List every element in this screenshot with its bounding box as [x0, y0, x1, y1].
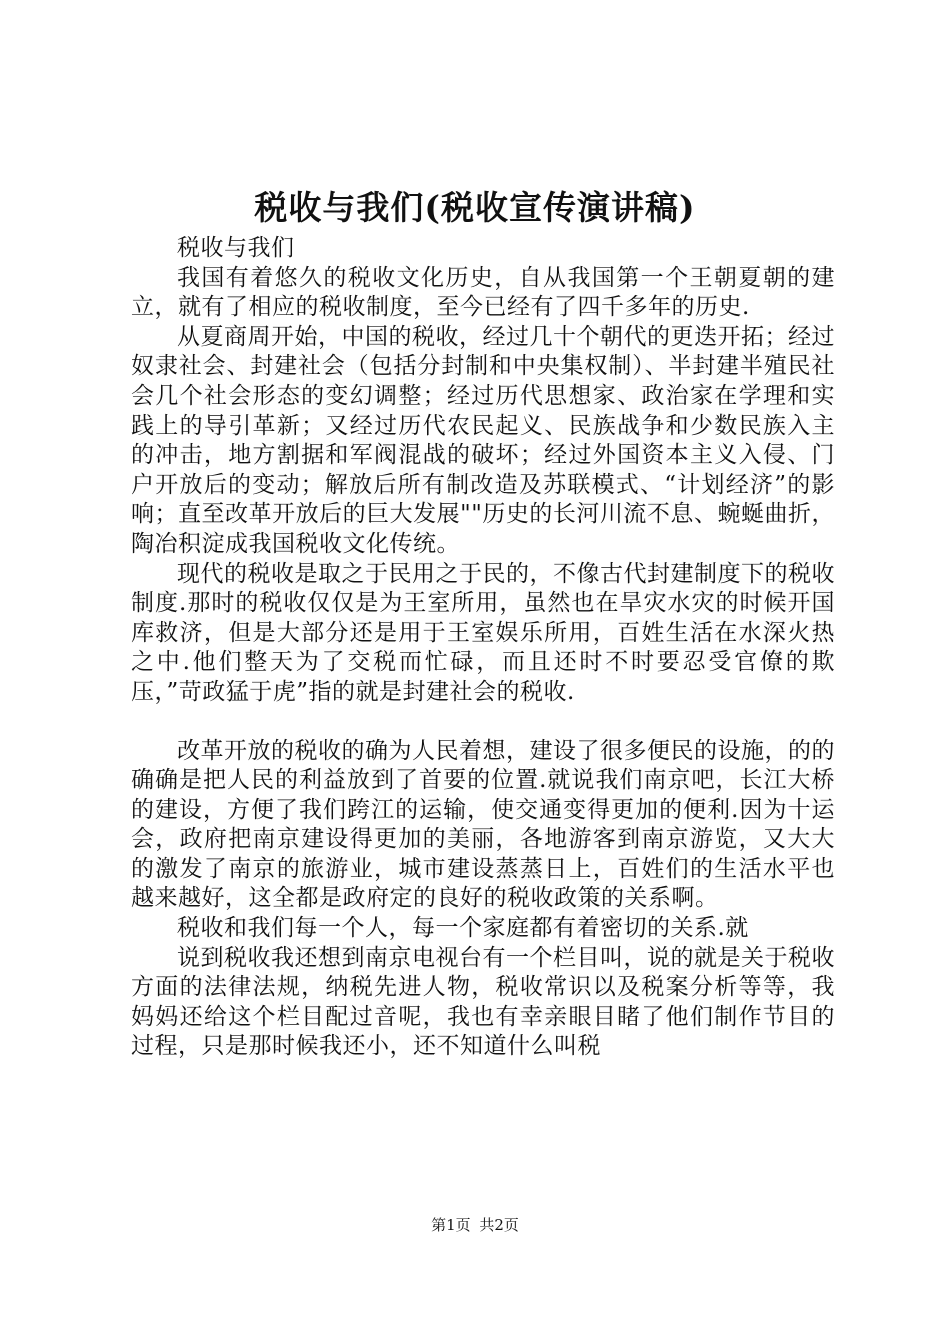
document-title: 税收与我们(税收宣传演讲稿): [254, 188, 696, 227]
paragraph: 税收和我们每一个人，每一个家庭都有着密切的关系.就: [177, 915, 749, 942]
paragraph: 改革开放的税收的确为人民着想，建设了很多便民的设施，的的确确是把人民的利益放到了首要的位置.就说我们南京吧，长江大桥的建设，方便了我们跨江的运输，使交通变得更加的便利.因为十运会，政府把南京建设得更加的美丽，各地游客到南京游览，又大大的激发了南京的旅游业，城市建设蒸蒸日上，百姓们的生活水平也越来越好，这全都是政府定的良好的税收政策的关系啊。: [131, 737, 835, 912]
page-total: 共2页: [479, 1216, 519, 1234]
paragraph: 我国有着悠久的税收文化历史，自从我国第一个王朝夏朝的建立，就有了相应的税收制度，至今已经有了四千多年的历史.: [131, 264, 835, 321]
paragraph: 现代的税收是取之于民用之于民的，不像古代封建制度下的税收制度.那时的税收仅仅是为王室所用，虽然也在旱灾水灾的时候开国库救济，但是大部分还是用于王室娱乐所用，百姓生活在水深火热之中.他们整天为了交税而忙碌，而且还时不时要忍受官僚的欺压，”苛政猛于虎”指的就是封建社会的税收.: [131, 560, 835, 705]
document-body: [131, 234, 835, 1062]
paragraph: 从夏商周开始，中国的税收，经过几十个朝代的更迭开拓；经过奴隶社会、封建社会（包括分封制和中央集权制）、半封建半殖民社会几个社会形态的变幻调整；经过历代思想家、政治家在学理和实践上的导引革新；又经过历代农民起义、民族战争和少数民族入主的冲击，地方割据和军阀混战的破坏；经过外国资本主义入侵、门户开放后的变动；解放后所有制改造及苏联模式、“计划经济”的影响；直至改革开放后的巨大发展""历史的长河川流不息、蜿蜒曲折，陶冶积淀成我国税收文化传统。: [131, 323, 835, 557]
page-number: 第1页: [431, 1216, 471, 1234]
paragraph: 说到税收我还想到南京电视台有一个栏目叫，说的就是关于税收方面的法律法规，纳税先进人物，税收常识以及税案分析等等，我妈妈还给这个栏目配过音呢，我也有幸亲眼目睹了他们制作节目的过程，只是那时候我还小，还不知道什么叫税: [131, 944, 835, 1060]
page-footer: [0, 1215, 950, 1235]
paragraph-subtitle: 税收与我们: [177, 235, 295, 261]
